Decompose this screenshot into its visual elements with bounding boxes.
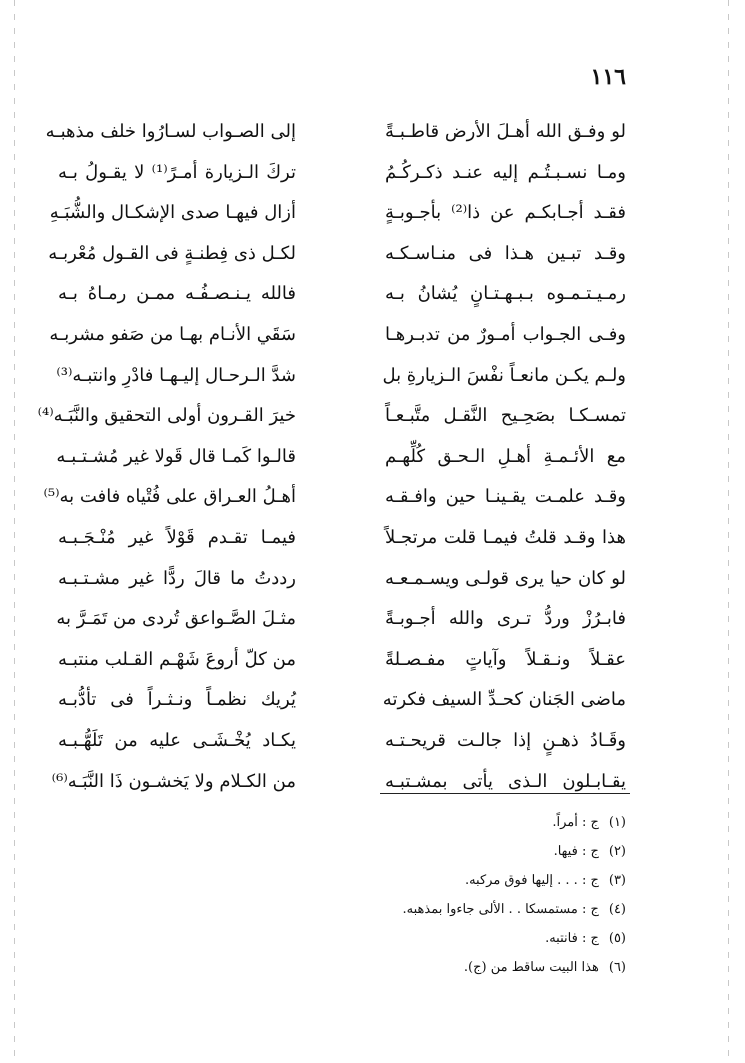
footnote-number: (٦)	[608, 960, 626, 975]
verse-row	[0, 396, 745, 436]
verse-second-hemistich: من الكـلام ولا يَخشـون ذَا النَّبَـه⁽⁶⁾	[51, 770, 296, 792]
verse-first-hemistich: مع الأئـمـةِ أهـلِ الـحـق كُلِّهـم	[385, 445, 626, 467]
verse-first-hemistich: وقـد علمـت يقـينـا حين وافـقـه	[385, 486, 626, 508]
footnotes	[300, 808, 626, 982]
verse-row	[0, 437, 745, 477]
verse-row	[0, 315, 745, 355]
footnote	[300, 808, 626, 837]
verse-second-hemistich: أهـلُ العـراق على فُتْياه فافت به⁽⁵⁾	[43, 486, 296, 508]
verse-first-hemistich: ومـا نسـبـتُـم إليه عنـد ذكـركُـمُ	[385, 161, 626, 183]
verse-second-hemistich: خيرَ القـرون أولى التحقيق والنَّبَـه⁽⁴⁾	[37, 405, 296, 427]
verse-first-hemistich: فقـد أجـابكـم عن ذا⁽²⁾ بأجـوبـةٍ	[385, 202, 626, 224]
footnote-text: هذا البيت ساقط من (ج).	[463, 960, 599, 975]
verse-first-hemistich: عقـلاً ونـقـلاً وآياتٍ مفـصـلةً	[385, 648, 626, 670]
verse-row	[0, 477, 745, 517]
verse-first-hemistich: ماضى الجَنان كحـدِّ السيف فكرته	[382, 689, 626, 711]
verse-row	[0, 193, 745, 233]
verse-second-hemistich: إلى الصـواب لسـارُوا خلف مذهبـه	[45, 121, 296, 142]
verse-first-hemistich: هذا وقـد قلتُ فيمـا قلت مرتجـلاً	[385, 527, 626, 548]
footnote-number: (٥)	[608, 931, 626, 946]
verse-first-hemistich: وفـى الجـواب أمـورٌ من تدبـرهـا	[385, 324, 626, 345]
verse-second-hemistich: أزال فيهـا صدى الإشكـال والشُّبَـهِ	[49, 202, 296, 224]
verse-second-hemistich: يُريك نظمـاً ونـثـراً فى تأدُّبـه	[58, 689, 296, 711]
verse-first-hemistich: رمـيـتـمـوه بـبـهـتـانٍ يُشانُ بـه	[385, 283, 626, 305]
verse-row	[0, 680, 745, 720]
verse-row	[0, 518, 745, 558]
verse-second-hemistich: فالله يـنـصـفُـه ممـن رمـاهُ بـه	[58, 283, 296, 305]
verse-first-hemistich: لو كان حيا يرى قولـى ويسـمـعـه	[385, 567, 626, 589]
verse-first-hemistich: تمسـكـا بصَحِـيح النَّقـل متَّبـعـاً	[385, 405, 626, 427]
verse-row	[0, 234, 745, 274]
verse-second-hemistich: يكـاد يُخْـشَـى عليه من تَلَهُّـبـه	[58, 730, 296, 751]
page-number: ١١٦	[590, 64, 626, 90]
verse-second-hemistich: من كلّ أروعَ شَهْـم القـلب منتبـه	[58, 648, 296, 670]
footnote	[300, 837, 626, 866]
verse-row	[0, 599, 745, 639]
footnote-number: (٢)	[608, 844, 626, 859]
footnote-text: ج : مستمسكا . . الألى جاءوا بمذهبه.	[402, 902, 599, 917]
verse-row	[0, 153, 745, 193]
footnote-text: ج : فانتبه.	[545, 931, 599, 946]
verse-first-hemistich: يقـابـلون الـذى يأتى بمشـتبـه	[385, 770, 626, 792]
footnote-number: (٣)	[608, 873, 626, 888]
verse-row	[0, 356, 745, 396]
verse-row	[0, 762, 745, 802]
footnote-text: ج : أمراً.	[552, 815, 599, 830]
verse-row	[0, 640, 745, 680]
verse-second-hemistich: تركَ الـزيارة أمـرً⁽¹⁾ لا يقـولُ بـه	[58, 161, 296, 183]
verse-second-hemistich: فيمـا تقـدم قَوْلاً غير مُنْـجَـبـه	[58, 527, 296, 548]
verse-second-hemistich: مثـلَ الصَّـواعق تُردى من تَمَـرَّ به	[56, 608, 296, 630]
footnote-text: ج : . . . إليها فوق مركبه.	[464, 873, 599, 888]
verse-second-hemistich: سَقَي الأنـام بهـا من صَفو مشربـه	[49, 324, 296, 345]
verse-first-hemistich: ولـم يكـن مانعـاً نفْسَ الـزيارةِ بل	[382, 364, 626, 386]
footnote-separator	[380, 793, 630, 794]
verse-first-hemistich: فابـرُزْ وردُّ تـرى والله أجـوبـةً	[385, 608, 626, 630]
verse-first-hemistich: وقـد تبـين هـذا فى منـاسـكـه	[385, 242, 626, 264]
verse-second-hemistich: لكـل ذى فِطنـةٍ فى القـول مُعْربـه	[48, 242, 296, 264]
verse-second-hemistich: شدَّ الـرحـال إليـهـا فادْرِ وانتبـه⁽³⁾	[56, 364, 296, 386]
verse-row	[0, 559, 745, 599]
footnote	[300, 953, 626, 982]
verse-row	[0, 274, 745, 314]
footnote	[300, 866, 626, 895]
verse-first-hemistich: لو وفـق الله أهـلَ الأرض قاطـبـةً	[385, 121, 626, 142]
footnote	[300, 895, 626, 924]
verse-second-hemistich: رددتُ ما قالَ ردًّا غير مشـتـبـه	[58, 567, 296, 589]
verse-row	[0, 112, 745, 152]
footnote	[300, 924, 626, 953]
footnote-text: ج : فيها.	[553, 844, 599, 859]
footnote-number: (٤)	[608, 902, 626, 917]
verse-row	[0, 721, 745, 761]
verse-first-hemistich: وقَـادُ ذهـنٍ إذا جالـت قريحـتـه	[385, 730, 626, 751]
verse-second-hemistich: قالـوا كَمـا قال قَولا غير مُشـتـبـه	[56, 445, 296, 467]
footnote-number: (١)	[608, 815, 626, 830]
